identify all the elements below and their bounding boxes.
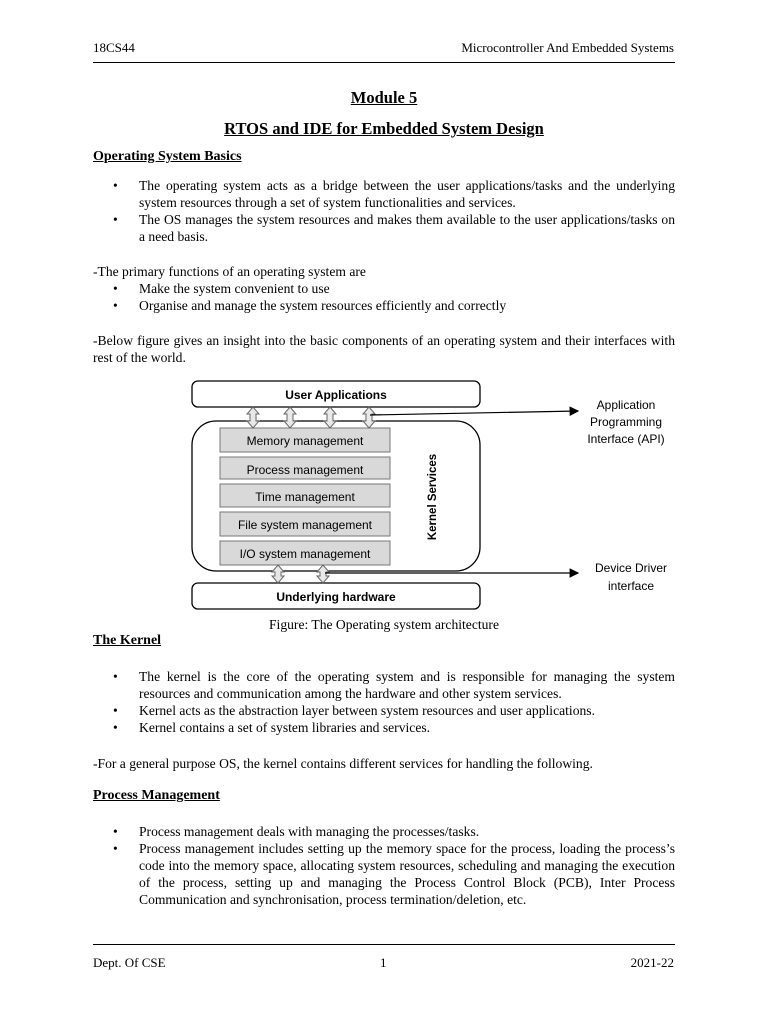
figure-intro: -Below figure gives an insight into the basic components of an operating system and their interfaces with rest of the world. [93,333,675,365]
list-item: • The operating system acts as a bridge between the user applications/tasks and the underlying system resources through a set of system functionalities and services. [113,178,675,210]
kernel-general-purpose-text: -For a general purpose OS, the kernel contains different services for handling the following. [93,756,593,771]
list-item: • Organise and manage the system resources efficiently and correctly [113,298,507,313]
list-item: • Process management includes setting up the memory space for the process, loading the process’s code into the memory space, allocating system resources, scheduling and managing the execution of the process, setting up and managing the Process Control Block (PCB), Inter Process Communication and synchronisation, process termination/deletion, etc. [113,841,675,907]
kernel-bullets [93,668,675,736]
kernel-services-label: Kernel Services [427,453,439,541]
bullet-icon: • [113,212,118,227]
list-item: • Make the system convenient to use [113,281,330,296]
bullet-icon: • [113,281,118,296]
header-course-code: 18CS44 [93,40,135,55]
primary-functions-bullets [93,280,675,314]
service-label-memory: Memory management [246,434,364,448]
service-label-io: I/O system management [239,547,371,561]
api-arrow [370,411,578,415]
bullet-icon: • [113,703,118,718]
list-item: • The kernel is the core of the operating system and is responsible for managing the system resources and communication among the hardware and other system services. [113,669,675,701]
bullet-icon: • [113,298,118,313]
os-basics-bullets [93,177,675,245]
bullet-icon: • [113,669,118,684]
primary-functions-intro: -The primary functions of an operating system are [93,264,366,279]
bullet-icon: • [113,824,118,839]
module-subtitle: RTOS and IDE for Embedded System Design [224,119,544,138]
os-architecture-diagram [180,375,680,615]
api-label-line3: Interface (API) [587,432,665,446]
user-applications-label: User Applications [285,388,387,402]
api-label-line2: Programming [589,415,663,429]
driver-label-line2: interface [607,579,655,593]
service-label-file-system: File system management [237,518,373,532]
header-divider [93,62,675,63]
footer-divider [93,944,675,945]
module-title: Module 5 [350,88,418,107]
bullet-icon: • [113,841,118,856]
list-item: • Kernel contains a set of system libraries and services. [113,720,431,735]
driver-label-line1: Device Driver [594,561,668,575]
section-heading-kernel: The Kernel [93,633,162,648]
service-label-time: Time management [255,490,355,504]
page-number: 1 [380,955,387,970]
header-course-title: Microcontroller And Embedded Systems [461,40,674,55]
footer-year: 2021-22 [630,955,674,970]
list-item: • Process management deals with managing the processes/tasks. [113,824,480,839]
section-heading-os-basics: Operating System Basics [93,149,242,164]
footer-department: Dept. Of CSE [93,955,166,970]
list-item: • Kernel acts as the abstraction layer between system resources and user applications. [113,703,595,718]
section-heading-process-management: Process Management [93,788,220,803]
service-label-process: Process management [246,463,364,477]
list-item: • The OS manages the system resources and makes them available to the user applications/tasks on a need basis. [113,212,675,244]
underlying-hardware-label: Underlying hardware [276,590,396,604]
figure-caption: Figure: The Operating system architecture [268,617,499,632]
bullet-icon: • [113,178,118,193]
bullet-icon: • [113,720,118,735]
api-label-line1: Application [596,398,656,412]
process-bullets [93,823,675,908]
